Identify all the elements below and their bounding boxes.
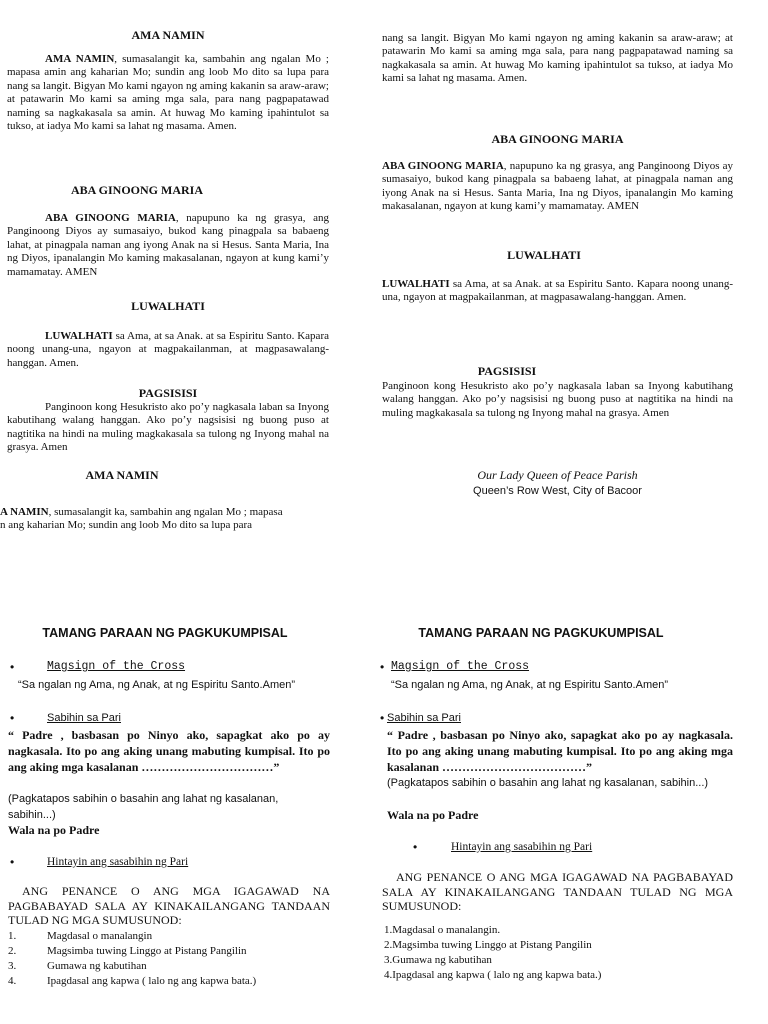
ama-namin-cut-lead: A NAMIN: [0, 506, 49, 518]
sabihin-step: Sabihin sa Pari: [47, 712, 121, 724]
bullet-1: •: [10, 660, 15, 674]
hintayin-step-right: Hintayin ang sasabihin ng Pari: [451, 841, 593, 853]
ama-namin-cut-line-1: [0, 506, 330, 519]
bullet-3: •: [10, 855, 15, 869]
kumpisal-title: TAMANG PARAAN NG PAGKUKUMPISAL: [42, 626, 288, 640]
penance-text-right: ANG PENANCE O ANG MGA IGAGAWAD NA PAGBABAYAD SALA AY KINAKAILANGANG TANDAAN TULAD NG MGA SUMUSUNOD:: [382, 870, 733, 913]
list-row-right-1: 1.Magdasal o manalangin.: [384, 924, 501, 936]
wala-na-po: Wala na po Padre: [8, 823, 100, 837]
aba-ginoong-maria-title-right: ABA GINOONG MARIA: [491, 132, 624, 146]
magsign-quote: “Sa ngalan ng Ama, ng Anak, at ng Espiritu Santo.Amen”: [18, 679, 296, 691]
magsign-step-right: Magsign of the Cross: [391, 660, 530, 673]
luwalhati-text-right: [382, 278, 733, 305]
list-row-1: [8, 930, 152, 942]
aba-ginoong-maria-body: , napupuno ka ng grasya, ang Panginoong Diyos ay sumasaiyo, bukod kang pinagpala sa babaeng lahat, at pinagpala naman ang iyong Anak na si Hesus. Santa Maria, Ina ng Diyos, ipanalangin Mo kaming makasalanan, ngayon at kung kami’y mamamatay. AMEN: [7, 212, 329, 278]
luwalhati-title: LUWALHATI: [131, 299, 205, 313]
luwalhati-body: sa Ama, at sa Anak. at sa Espiritu Santo. Kapara noong unang-una, ngayon at magpakailanman, at magpasawalang-hanggan. Amen.: [7, 330, 329, 369]
luwalhati-title-right: LUWALHATI: [507, 248, 581, 262]
ama-namin-title-2: AMA NAMIN: [85, 468, 159, 482]
parish-name: Our Lady Queen of Peace Parish: [477, 468, 638, 482]
list-item: Ipagdasal ang kapwa ( lalo ng ang kapwa bata.): [47, 975, 257, 987]
pagsisisi-text: Panginoon kong Hesukristo ako po’y nagkasala laban sa Inyong kabutihang walang hanggan. Ako po’y nagsisisi ng buong puso at nagtitika na hindi na muling magkakasala sa tulong ng Inyong mahal na grasya. Amen: [7, 401, 329, 454]
sabihin-step-right: Sabihin sa Pari: [387, 712, 461, 724]
ama-namin-cut-line-2: n ang kaharian Mo; sundin ang loob Mo dito sa lupa para: [0, 519, 253, 532]
pagsisisi-text-right: Panginoon kong Hesukristo ako po’y nagkasala laban sa Inyong kabutihang walang hanggan. Ako po’y nagsisisi ng buong puso at nagtitika na hindi na muling magkakasala sa tulong ng Inyong mahal na grasya. Amen: [382, 380, 733, 419]
ama-namin-text-cut: [0, 506, 330, 533]
magsign-quote-right: “Sa ngalan ng Ama, ng Anak, at ng Espiritu Santo.Amen”: [391, 679, 669, 691]
aba-ginoong-maria-body-right: , napupuno ka ng grasya, ang Panginoong Diyos ay sumasaiyo, bukod kang pinagpala sa babaeng lahat, at pinagpala naman ang iyong Anak na si Hesus. Santa Maria, Ina ng Diyos, ipanalangin Mo kaming makasalanan, ngayon at kung kami’y mamamatay. AMEN: [382, 160, 733, 213]
pagsisisi-title-right: PAGSISISI: [477, 364, 537, 378]
list-item: Magsimba tuwing Linggo at Pistang Pangilin: [47, 945, 247, 957]
confession-note-right: (Pagkatapos sabihin o basahin ang lahat ng kasalanan, sabihin...): [387, 777, 709, 789]
list-row-right-4: 4.Ipagdasal ang kapwa ( lalo ng ang kapwa bata.): [384, 969, 602, 981]
ama-namin-continued-text: nang sa langit. Bigyan Mo kami ngayon ng aming kakanin sa araw-araw; at patawarin Mo kami sa aming mga sala, para nang pagpapatawad naming sa nagkakasala sa amin. At huwag Mo kaming ipahintulot sa tukso, at iadya Mo kami sa lahat ng masama. Amen.: [382, 32, 733, 85]
ama-namin-body: , sumasalangit ka, sambahin ang ngalan Mo ; mapasa amin ang kaharian Mo; sundin ang loob Mo dito sa lupa para nang sa langit. Bigyan Mo kami ngayon ng aming kakanin sa araw-araw; at patawarin Mo kami sa aming mga sala, para nang pagpapatawad naming sa nagkakasala sa amin. At huwag Mo kaming ipahintulot sa tukso, at iadya Mo kami sa lahat ng masama. Amen.: [7, 53, 329, 133]
aba-ginoong-maria-text: [7, 212, 329, 279]
ama-namin-cut-body: , sumasalangit ka, sambahin ang ngalan Mo ; mapasa: [48, 506, 283, 518]
penance-text: ANG PENANCE O ANG MGA IGAGAWAD NA PAGBABAYAD SALA AY KINAKAILANGANG TANDAAN TULAD NG MGA SUMUSUNOD:: [8, 884, 330, 927]
confession-text-right: “ Padre , basbasan po Ninyo ako, sapagkat ako po ay nagkasala. Ito po ang aking unang mabuting kumpisal. Ito po ang aking mga kasalanan ………………………………”: [387, 728, 733, 774]
list-item: Gumawa ng kabutihan: [47, 960, 147, 972]
bullet-2: •: [10, 711, 15, 725]
list-row-2: [8, 945, 247, 957]
list-item: Magdasal o manalangin: [47, 930, 153, 942]
parish-address: Queen’s Row West, City of Bacoor: [473, 485, 642, 497]
hintayin-step: Hintayin ang sasabihin ng Pari: [47, 856, 189, 868]
ama-namin-text: [7, 53, 329, 133]
aba-ginoong-maria-title: ABA GINOONG MARIA: [70, 183, 203, 197]
bullet-3-right: •: [413, 840, 418, 854]
list-num: 1.: [8, 930, 17, 942]
ama-namin-lead: AMA NAMIN: [45, 53, 115, 65]
list-num: 2.: [8, 945, 17, 957]
left-top-column: [7, 28, 329, 133]
luwalhati-text: [7, 330, 329, 370]
luwalhati-lead: LUWALHATI: [45, 330, 113, 342]
kumpisal-title-right: TAMANG PARAAN NG PAGKUKUMPISAL: [418, 626, 664, 640]
magsign-step: Magsign of the Cross: [47, 660, 186, 673]
aba-ginoong-maria-lead-right: ABA GINOONG MARIA: [382, 160, 504, 172]
list-row-4: [8, 975, 256, 987]
luwalhati-body-right: sa Ama, at sa Anak. at sa Espiritu Santo. Kapara noong unang-una, ngayon at magpakailanman, at magpasawalang-hanggan. Amen.: [382, 278, 733, 304]
confession-text: “ Padre , basbasan po Ninyo ako, sapagkat ako po ay nagkasala. Ito po ang aking unang mabuting kumpisal. Ito po ang aking mga kasalanan ……………………………”: [8, 728, 330, 774]
list-num: 4.: [8, 975, 17, 987]
list-num: 3.: [8, 960, 17, 972]
bullet-1-right: •: [380, 660, 385, 674]
list-row-right-2: 2.Magsimba tuwing Linggo at Pistang Pangilin: [384, 939, 592, 951]
list-row-right-3: 3.Gumawa ng kabutihan: [384, 954, 492, 966]
wala-na-po-right: Wala na po Padre: [387, 808, 479, 822]
ama-namin-title: AMA NAMIN: [131, 28, 205, 42]
bullet-2-right: •: [380, 711, 385, 725]
aba-ginoong-maria-lead: ABA GINOONG MARIA: [45, 212, 176, 224]
pagsisisi-title: PAGSISISI: [138, 386, 198, 400]
aba-ginoong-maria-text-right: [382, 160, 733, 214]
list-row-3: [8, 960, 147, 972]
confession-note: (Pagkatapos sabihin o basahin ang lahat ng kasalanan, sabihin...): [8, 793, 279, 821]
luwalhati-lead-right: LUWALHATI: [382, 278, 450, 290]
